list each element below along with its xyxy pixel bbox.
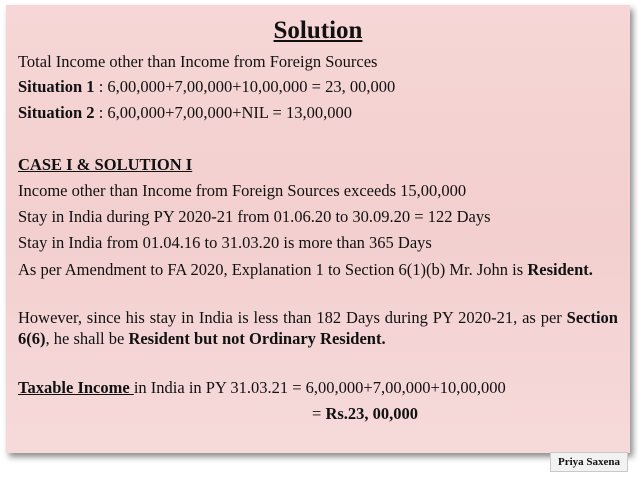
author-badge: Priya Saxena xyxy=(550,452,628,472)
exceeds-line: Income other than Income from Foreign Sources exceeds 15,00,000 xyxy=(18,181,467,200)
situation-2-label: Situation 2 xyxy=(18,103,95,122)
amendment-bold: Resident. xyxy=(527,260,593,279)
result-prefix: = xyxy=(312,404,326,423)
slide-panel xyxy=(6,5,630,453)
situation-1-text: : 6,00,000+7,00,000+10,00,000 = 23, 00,000 xyxy=(94,77,396,96)
taxable-income-line xyxy=(18,378,618,398)
taxable-label: Taxable Income xyxy=(18,378,134,397)
however-text: However, since his stay in India is less than 182 Days during PY 2020-21, as per xyxy=(18,308,567,327)
result-line xyxy=(312,404,618,424)
amendment-text: As per Amendment to FA 2020, Explanation 1 to Section 6(1)(b) Mr. John is xyxy=(18,260,528,279)
situation-2-text: : 6,00,000+7,00,000+NIL = 13,00,000 xyxy=(94,103,352,122)
taxable-text: in India in PY 31.03.21 = 6,00,000+7,00,000+10,00,000 xyxy=(133,378,506,397)
stay-py-line: Stay in India during PY 2020-21 from 01.06.20 to 30.09.20 = 122 Days xyxy=(18,207,491,226)
however-mid: , he shall be xyxy=(45,329,129,348)
however-bold: Resident but not Ordinary Resident. xyxy=(128,329,386,348)
however-section: Section 6(6) xyxy=(18,308,618,348)
case-heading-text: CASE I & SOLUTION I xyxy=(18,155,193,174)
stay-range-line: Stay in India from 01.04.16 to 31.03.20 is more than 365 Days xyxy=(18,233,432,252)
situation-2-line xyxy=(18,103,618,123)
result-value: Rs.23, 00,000 xyxy=(325,404,419,423)
situation-1-line xyxy=(18,77,618,97)
intro-line: Total Income other than Income from Foreign Sources xyxy=(18,52,378,71)
situation-1-label: Situation 1 xyxy=(18,77,95,96)
amendment-paragraph xyxy=(18,259,618,280)
slide-title: Solution xyxy=(273,17,363,44)
however-paragraph xyxy=(18,307,618,349)
case-heading xyxy=(18,155,618,175)
